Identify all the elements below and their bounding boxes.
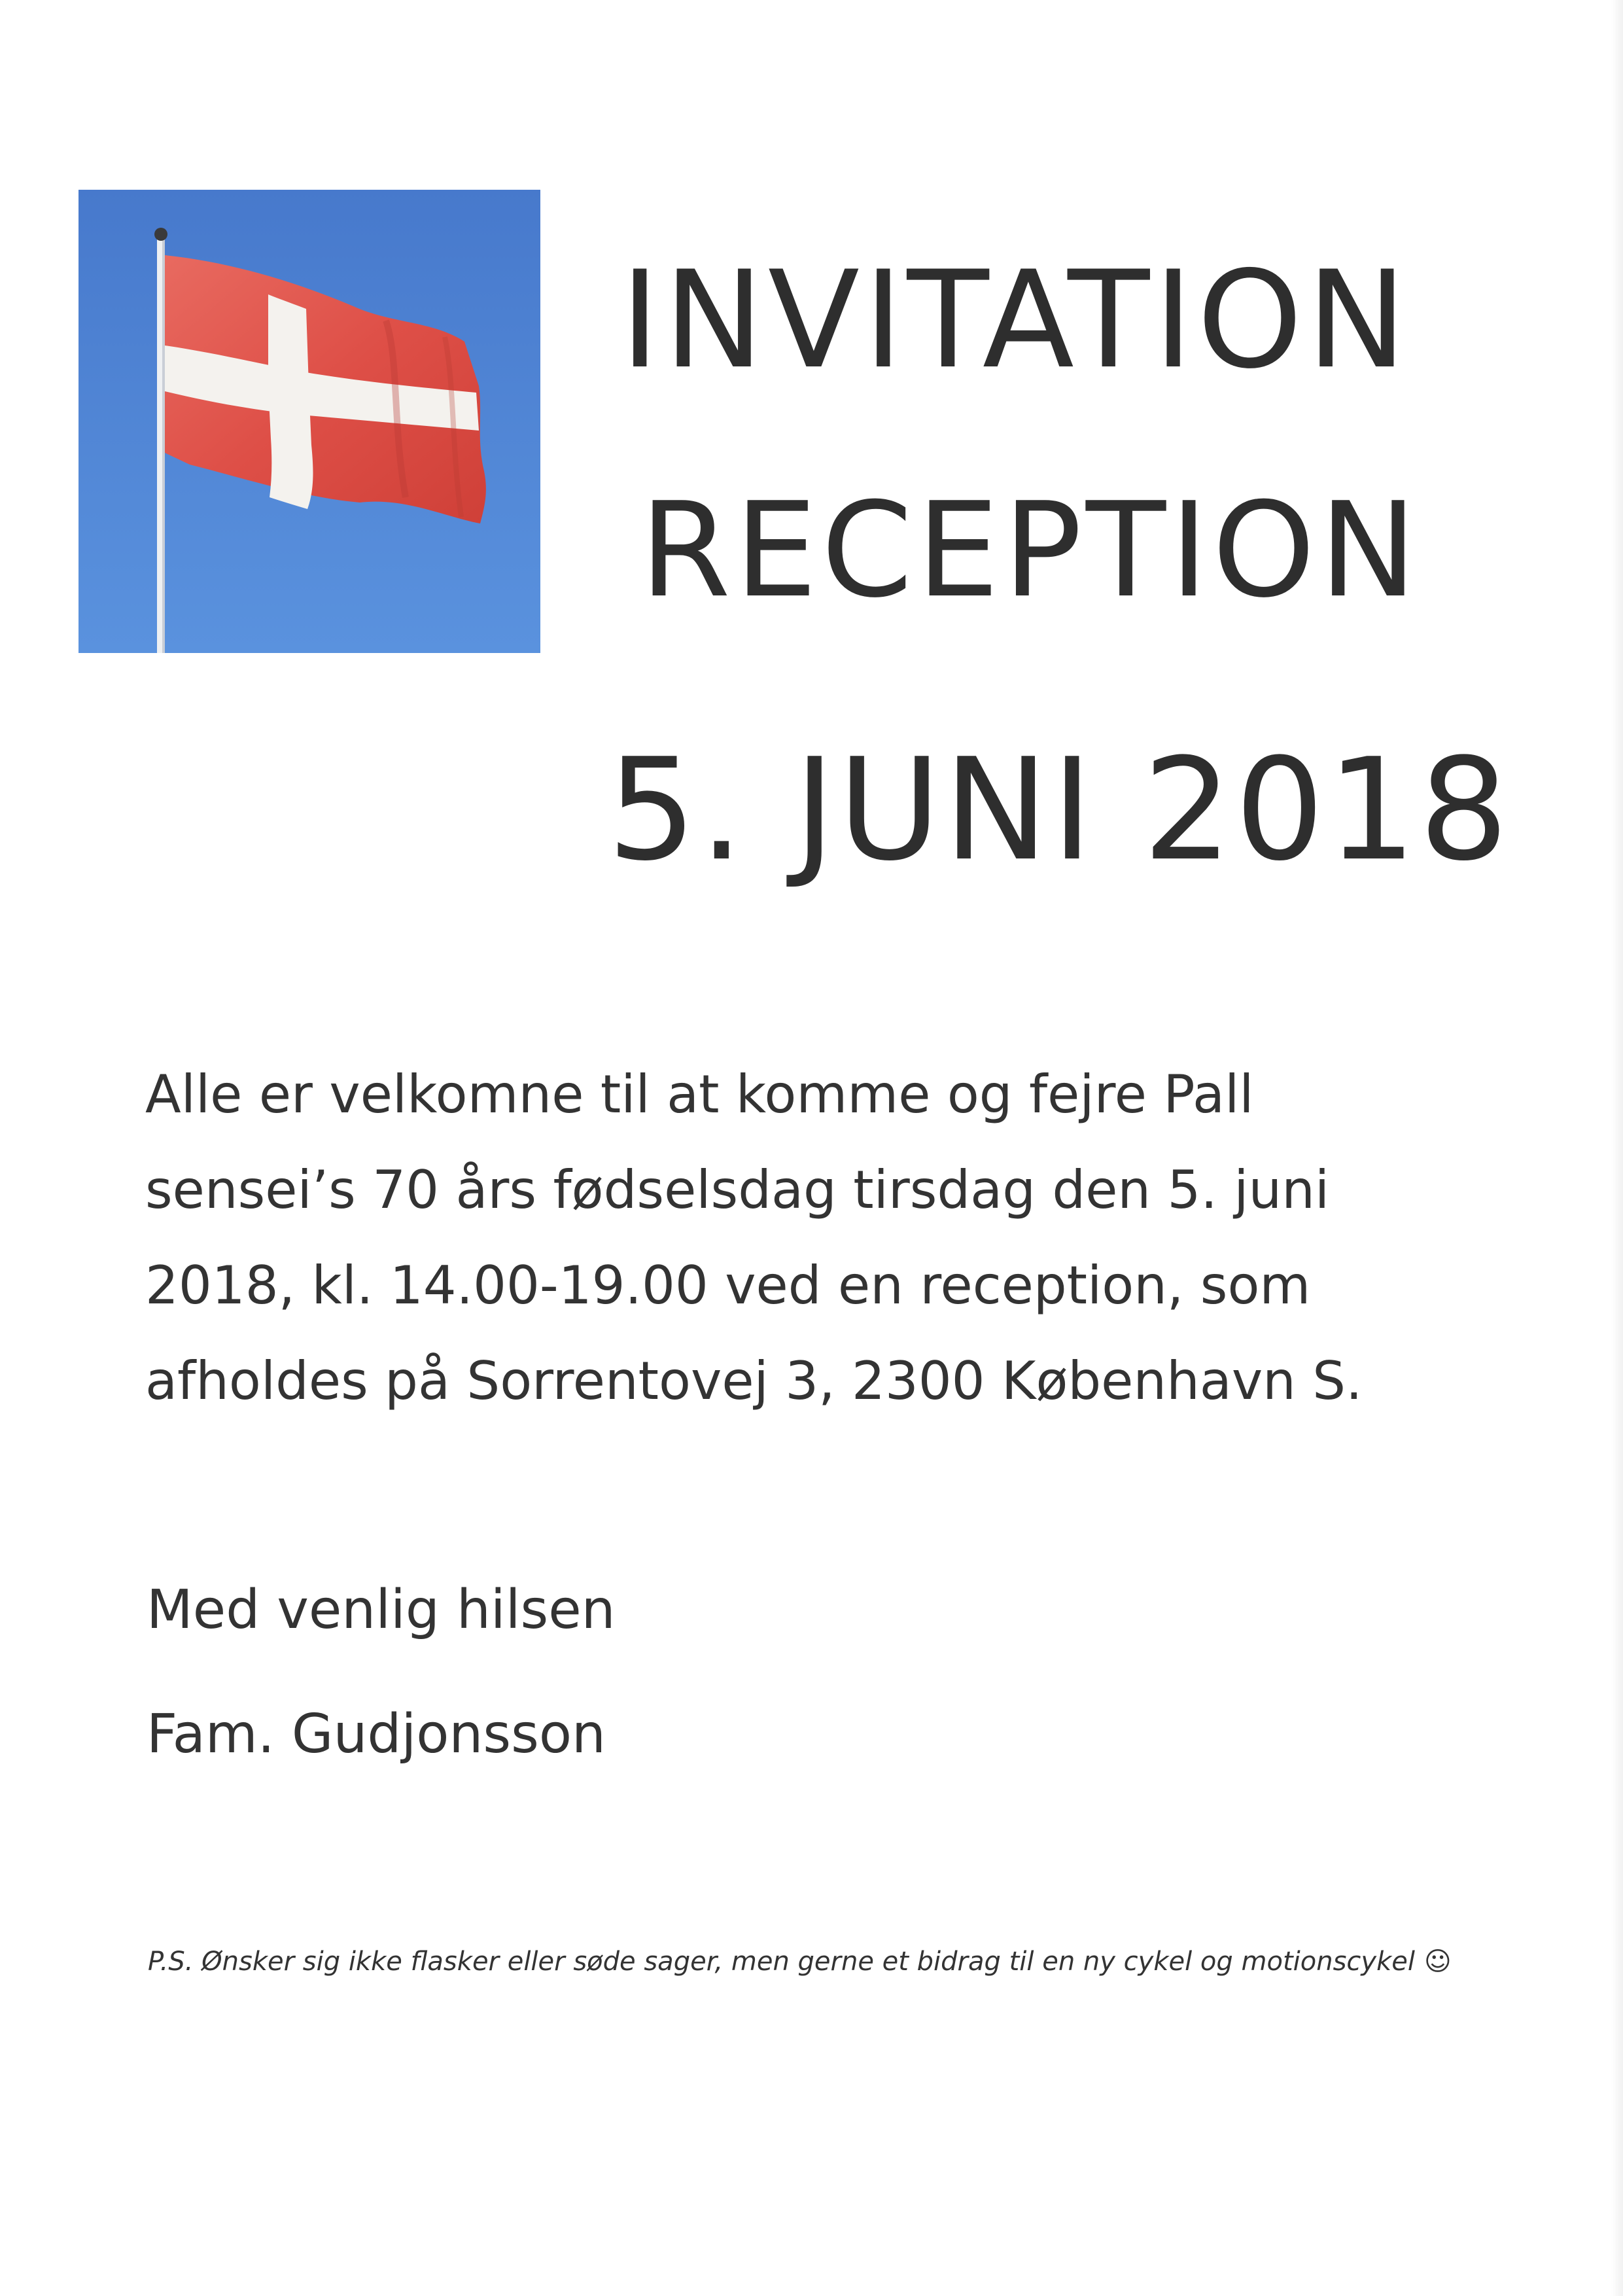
smile-icon: ☺: [1423, 1947, 1452, 1977]
invitation-title: INVITATION: [620, 243, 1411, 398]
flag-icon: [79, 190, 540, 653]
event-date-title: 5. JUNI 2018: [607, 728, 1511, 892]
postscript-text: P.S. Ønsker sig ikke flasker eller søde sager, men gerne et bidrag til en ny cykel og motionscykel: [148, 1947, 1415, 1977]
invitation-body: [145, 1047, 1493, 1429]
body-line: sensei’s 70 års fødselsdag tirsdag den 5. juni: [145, 1159, 1330, 1220]
danish-flag-photo: [79, 190, 540, 653]
scan-edge: [1611, 0, 1623, 2296]
body-line: Alle er velkomne til at komme og fejre Pall: [145, 1064, 1254, 1125]
postscript: [148, 1949, 1452, 1975]
signature: Fam. Gudjonsson: [147, 1703, 606, 1765]
body-line: 2018, kl. 14.00-19.00 ved en reception, som: [145, 1255, 1311, 1316]
closing-greeting: Med venlig hilsen: [147, 1579, 616, 1641]
reception-title: RECEPTION: [640, 474, 1422, 627]
body-line: afholdes på Sorrentovej 3, 2300 København S.: [145, 1351, 1363, 1411]
